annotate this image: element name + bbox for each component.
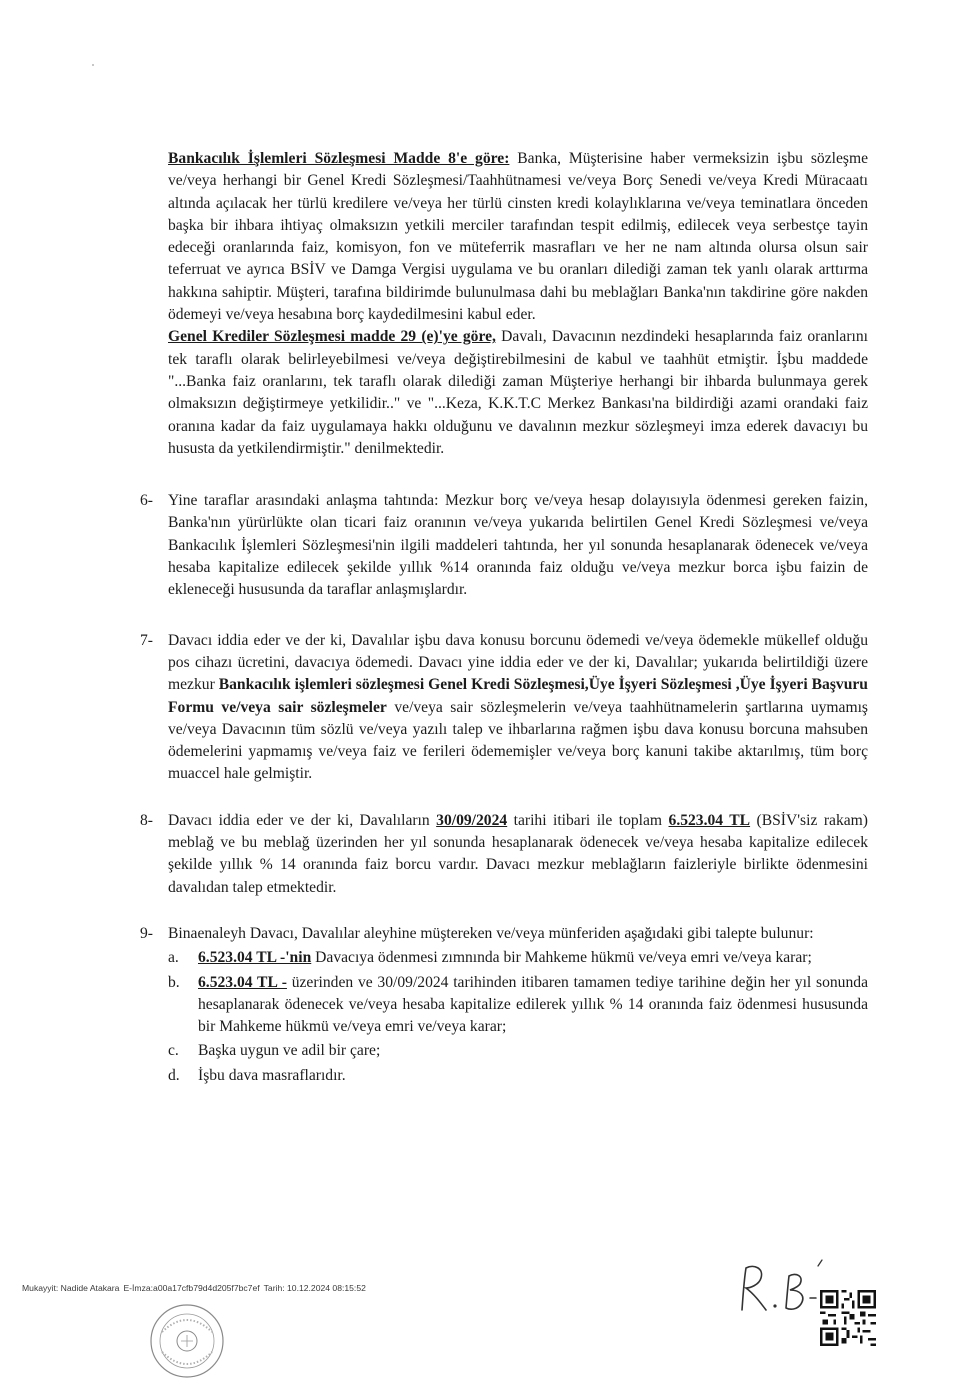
footer-date: Tarih: 10.12.2024 08:15:52 xyxy=(263,1283,366,1293)
footer-signature: E-İmza:a00a17cfb79d4d205f7bc7ef xyxy=(123,1283,260,1293)
sub-item-a-text: Davacıya ödenmesi zımnında bir Mahkeme hükmü ve/veya emri ve/veya karar; xyxy=(311,949,812,967)
sub-item-c xyxy=(168,1040,868,1062)
item-8-text-b: tarihi itibari ile toplam xyxy=(507,811,669,829)
madde-29-text: Davalı, Davacının nezdindeki hesaplarında faiz oranlarını tek taraflı olarak belirleyebilmesi ve/veya değiştirebilmesini de kabul ve taahhüt etmiştir. İşbu maddede "...Banka faiz oranlarını, tek taraflı olarak dilediği zaman Müşteriye herhangi bir ihbarda bulunmaya gerek olmaksızın değiştirmeye yetkilidir.." ve "...Keza, K.K.T.C Merkez Bankası'na bildirdiği azami orandaki faiz oranına kadar da faiz uygulamaya hakkı olduğunu ve davalının mezkur sözleşmeyi imza ederek davacıyı bu hususta da yetkilendirmiştir." denilmektedir. xyxy=(168,328,868,457)
sub-item-b xyxy=(168,972,868,1039)
sub-item-d xyxy=(168,1065,868,1087)
sub-item-letter: b . xyxy=(168,972,180,994)
madde-29-paragraph xyxy=(168,326,868,460)
document-body xyxy=(140,148,869,1087)
sub-item-letter: a . xyxy=(168,947,179,969)
item-number: 8- xyxy=(140,811,153,829)
item-7-bold-contracts: Bankacılık işlemleri sözleşmesi Genel Kredi Sözleşmesi,Üye İşyeri Sözleşmesi ,Üye İşyeri Başvuru Formu ve/veya sair sözleşmeler xyxy=(168,676,868,716)
footer-uploader: Mukayyit: Nadide Atakara xyxy=(22,1283,120,1293)
madde-29-heading: Genel Krediler Sözleşmesi madde 29 (e)'ye göre, xyxy=(168,328,496,346)
e-signature-footer xyxy=(22,1283,366,1293)
item-7-text-b: ve/veya sair sözleşmelerin ve/veya taahhütnamelerin şartlarına uymamış ve/veya Davacının tüm sözlü ve/veya yazılı talep ve ihbarlarına rağmen işbu dava konusu borcuna mahsuben ödemelerini yapmamış ve/veya faiz ve ferileri ödememişler ve/veya borç kanuni takibe aktarılmış, tüm borç muaccel hale gelmiştir. xyxy=(168,698,868,783)
scan-speck xyxy=(92,64,94,66)
madde-8-text: Banka, Müşterisine haber vermeksizin işbu sözleşme ve/veya herhangi bir Genel Kredi Sözleşmesi/Taahhütnamesi ve/veya Borç Senedi ve/veya Kredi Müracaatı altında açılacak her türlü kredilere ve/veya her türlü cinsten kredi kolaylıklarına ve/veya teminatlara önceden başka bir ihbara ihtiyaç olmaksızın yetkili merciler tarafından tespit edilmiş, edilecek veya serbestçe tayin edeceği oranlarında faiz, komisyon, fon ve müteferrik masrafları ve her ne nam altında olursa olsun sair teferruat ve ayrıca BSİV ve Damga Vergisi uygulama ve bu oranları dilediği zaman tek yanlı olarak arttırma hakkına sahiptir. Müşteri, tarafına bildirimde bulunulmasa dahi bu meblağları Banka'nın takdirine göre nakden ödemeyi ve/veya hesabına borç kaydedilmesini kabul eder. xyxy=(168,150,869,324)
item-number: 9- xyxy=(140,924,153,942)
numbered-item-9 xyxy=(140,923,868,1087)
item-9-text: Binaenaleyh Davacı, Davalılar aleyhine müştereken ve/veya münferiden aşağıdaki gibi talepte bulunur: xyxy=(168,924,814,942)
item-8-text-a: Davacı iddia eder ve der ki, Davalıların xyxy=(168,811,437,829)
qr-code-icon xyxy=(820,1290,876,1346)
item-8-amount: 6.523.04 TL xyxy=(668,811,751,829)
madde-8-paragraph xyxy=(168,148,868,326)
madde-8-heading: Bankacılık İşlemleri Sözleşmesi Madde 8'e göre: xyxy=(168,150,510,167)
numbered-item-8 xyxy=(140,810,868,899)
item-6-text: Yine taraflar arasındaki anlaşma tahtında: Mezkur borç ve/veya hesap dolayısıyla ödenmesi gereken faizin, Banka'nın yürürlükte olan ticari faiz oranının ve/veya yukarıda belirtilen Genel Kredi Sözleşmesi ve/veya Bankacılık İşlemleri Sözleşmesi'nin ilgili maddeleri tahtında, her yıl sonunda hesaplanarak ödenecek ve/veya hesaba kapitalize edilecek şekilde yıllık %14 oranında faiz olduğu ve/veya mezkur borca işbu faizin de ekleneceği hususunda da taraflar anlaşmışlardır. xyxy=(168,492,868,599)
sub-item-c-text: Başka uygun ve adil bir çare; xyxy=(198,1042,381,1060)
numbered-item-7 xyxy=(140,630,868,786)
sub-item-b-text: üzerinden ve 30/09/2024 tarihinden itibaren tamamen tediye tarihine değin her yıl sonunda hesaplanarak ödenecek ve/veya hesaba kapitalize edilerek yıllık % 14 oranında faiz ödenmesi hususunda bir Mahkeme hükmü ve/veya emri ve/veya karar; xyxy=(198,973,868,1036)
sub-item-a xyxy=(168,947,868,969)
item-7-text-a: Davacı iddia eder ve der ki, Davalılar işbu dava konusu borcunu ödemedi ve/veya ödemekle mükellef olduğu pos cihazı ücretini, davacıya ödemedi. Davacı yine iddia eder ve der ki, Davalılar; yukarıda belirtildiği üzere mezkur xyxy=(168,631,868,694)
sub-item-d-text: İşbu dava masraflarıdır. xyxy=(198,1066,346,1084)
handwritten-initials xyxy=(734,1258,828,1322)
sub-item-letter: c . xyxy=(168,1040,179,1062)
item-number: 7- xyxy=(140,631,153,649)
item-number: 6- xyxy=(140,492,153,510)
court-seal-icon xyxy=(148,1302,226,1380)
sub-item-b-amount: 6.523.04 TL - xyxy=(198,973,287,991)
sub-item-a-amount: 6.523.04 TL -'nin xyxy=(198,949,312,967)
numbered-item-6 xyxy=(140,490,868,601)
item-8-text-c: (BSİV'siz rakam) meblağ ve bu meblağ üzerinden her yıl sonunda hesaplanarak ödenecek ve/veya hesaba kapitalize edilecek şekilde yıllık % 14 oranında faiz borcu vardır. Davacı mezkur meblağların faizleriyle birlikte ödenmesini davalıdan talep etmektedir. xyxy=(168,811,868,896)
sub-item-letter: d . xyxy=(168,1065,180,1087)
item-8-date: 30/09/2024 xyxy=(436,811,508,829)
